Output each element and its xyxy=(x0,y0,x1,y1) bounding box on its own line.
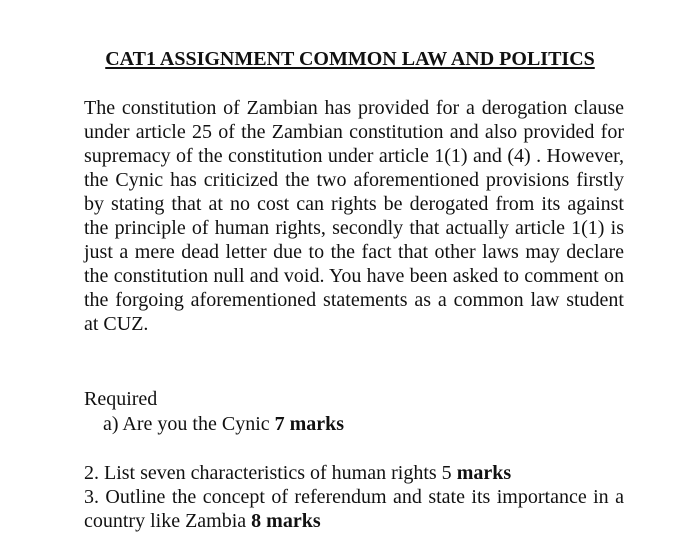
question-3-marks: 8 marks xyxy=(251,510,321,532)
assignment-body: The constitution of Zambian has provided for a derogation clause under article 25 of the Zambian constitution and also provided for supremacy of the constitution under article 1(1) and (4) . However, the Cynic has criticized the two aforementioned provisions firstly by stating that at no cost can rights be derogated from its against the principle of human rights, secondly that actually article 1(1) is just a mere dead letter due to the fact that other laws may declare the constitution null and void. You have been asked to comment on the forgoing aforementioned statements as a common law student at CUZ. xyxy=(84,97,624,335)
question-a-marks: 7 marks xyxy=(274,413,345,435)
question-2-text: 2. List seven characteristics of human rights 5 xyxy=(84,462,457,484)
required-label: Required xyxy=(84,388,158,410)
document-title: CAT1 ASSIGNMENT COMMON LAW AND POLITICS xyxy=(105,48,595,70)
question-a-text: a) Are you the Cynic xyxy=(103,413,275,435)
question-2-marks: marks xyxy=(456,462,512,484)
question-2 xyxy=(84,461,511,485)
question-3 xyxy=(84,485,624,533)
question-3-text: 3. Outline the concept of referendum and state its importance in a country like Zambia xyxy=(84,486,624,532)
question-a xyxy=(103,412,344,436)
